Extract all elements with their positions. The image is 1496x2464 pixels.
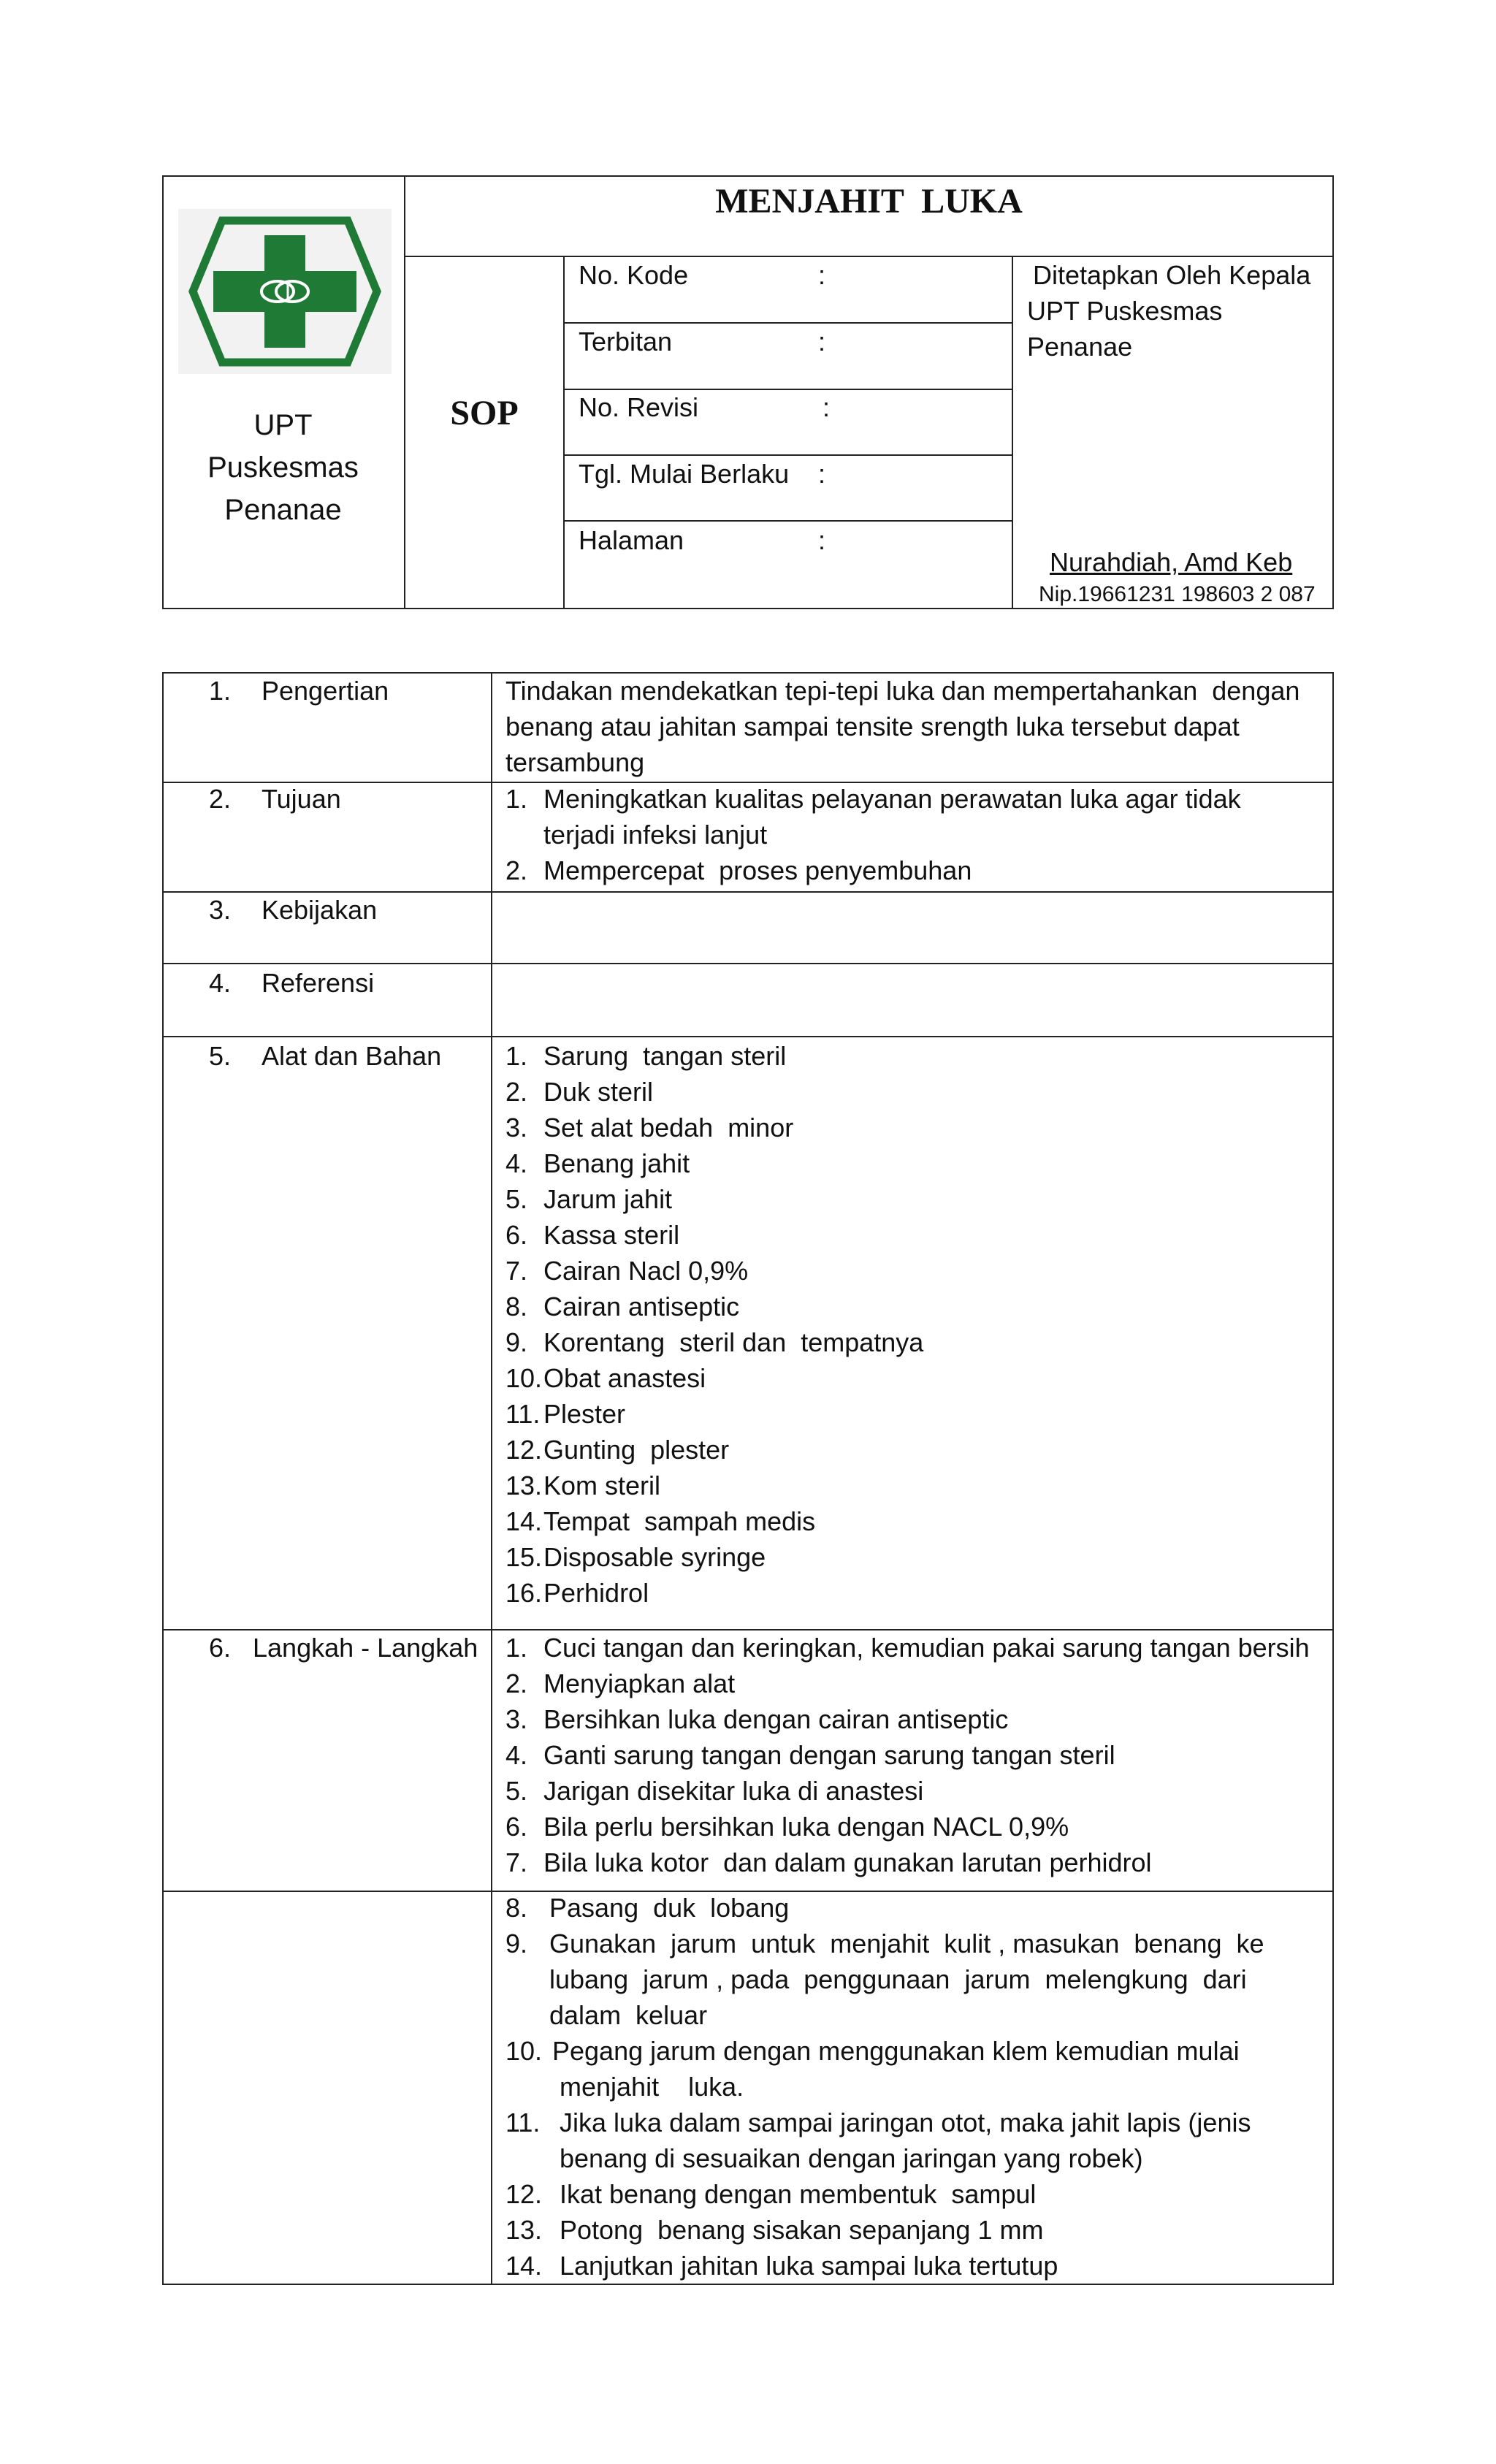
list-item: 10.Obat anastesi [505,1363,706,1393]
field-no-kode-label: No. Kode [579,260,689,290]
item-number: 2. [505,855,528,885]
list-item-cont: dalam keluar [549,2000,708,2030]
list-item: 14.Tempat sampah medis [505,1506,816,1536]
section-label: Referensi [262,968,375,998]
logo-graphic [178,209,392,374]
section-5-heading [209,1042,441,1071]
list-item: 7. Bila luka kotor dan dalam gunakan larutan perhidrol [505,1847,1152,1877]
field-no-revisi-sep: : [823,392,831,422]
list-item: 3. Set alat bedah minor [505,1113,794,1143]
list-item: 12. Ikat benang dengan membentuk sampul [505,2179,1037,2209]
list-item: 15.Disposable syringe [505,1542,766,1572]
list-item: 5. Jarigan disekitar luka di anastesi [505,1776,924,1806]
tujuan-item-cont: terjadi infeksi lanjut [543,820,768,850]
list-item: 5. Jarum jahit [505,1184,673,1214]
pengertian-line-1: Tindakan mendekatkan tepi-tepi luka dan mempertahankan dengan [505,676,1300,706]
section-label: Kebijakan [262,895,378,925]
list-item: 6. Bila perlu bersihkan luka dengan NACL 0,9% [505,1812,1069,1842]
sop-label: SOP [450,394,519,432]
section-2-heading [209,785,341,814]
list-item: 9. Korentang steril dan tempatnya [505,1327,924,1357]
field-halaman-label: Halaman [579,525,684,555]
section-6-heading [209,1633,478,1663]
list-item: 10. Pegang jarum dengan menggunakan klem kemudian mulai [505,2036,1240,2066]
list-item: 2. Menyiapkan alat [505,1668,736,1698]
approval-line2: UPT Puskesmas [1027,296,1223,326]
section-label: Pengertian [262,676,389,706]
item-text: Meningkatkan kualitas pelayanan perawatan luka agar tidak [543,784,1241,814]
page-title: MENJAHIT LUKA [715,182,1023,221]
list-item: 8. Pasang duk lobang [505,1893,790,1923]
section-label: Tujuan [262,784,341,814]
list-item: 1. Cuci tangan dan keringkan, kemudian pakai sarung tangan bersih [505,1633,1310,1663]
list-item: 4. Ganti sarung tangan dengan sarung tangan steril [505,1740,1115,1770]
section-number: 2. [209,784,232,814]
pengertian-line-3: tersambung [505,747,645,777]
pengertian-line-2: benang atau jahitan sampai tensite srength luka tersebut dapat [505,712,1240,741]
approval-line3: Penanae [1027,332,1133,362]
org-name-line3: Penanae [224,494,342,526]
list-item: 13.Kom steril [505,1471,661,1500]
list-item: 8. Cairan antiseptic [505,1292,740,1321]
approval-nip: Nip.19661231 198603 2 087 [1039,582,1316,606]
list-item: 4. Benang jahit [505,1148,690,1178]
field-no-kode-sep: : [818,260,826,290]
list-item: 1. Sarung tangan steril [505,1041,787,1071]
field-terbitan-sep: : [818,327,826,356]
field-no-revisi-label: No. Revisi [579,392,699,422]
list-item-cont: lubang jarum , pada penggunaan jarum melengkung dari [549,1964,1247,1994]
list-item: 12.Gunting plester [505,1435,730,1465]
org-name-line2: Puskesmas [207,451,359,484]
approval-signer: Nurahdiah, Amd Keb [1050,547,1293,577]
section-number: 1. [209,676,232,706]
field-halaman-sep: : [818,525,826,555]
item-number: 1. [505,784,528,814]
section-3-heading [209,896,377,925]
section-number: 4. [209,968,232,998]
field-tgl-sep: : [818,459,826,489]
org-name-line1: UPT [253,409,313,441]
list-item: 7. Cairan Nacl 0,9% [505,1256,749,1286]
tujuan-item [505,856,972,885]
list-item: 2. Duk steril [505,1077,654,1107]
section-number: 6. [209,1633,232,1663]
section-1-heading [209,676,389,706]
list-item: 6. Kassa steril [505,1220,680,1250]
section-number: 5. [209,1041,232,1071]
item-text: Mempercepat proses penyembuhan [543,855,972,885]
list-item: 3. Bersihkan luka dengan cairan antiseptic [505,1704,1009,1734]
tujuan-item [505,785,1241,814]
list-item: 11. Jika luka dalam sampai jaringan otot, maka jahit lapis (jenis [505,2108,1251,2137]
list-item: 11. Plester [505,1399,626,1429]
list-item: 14. Lanjutkan jahitan luka sampai luka tertutup [505,2251,1058,2281]
section-number: 3. [209,895,232,925]
list-item-cont: benang di sesuaikan dengan jaringan yang robek) [560,2143,1143,2173]
list-item: 16.Perhidrol [505,1578,649,1608]
section-4-heading [209,969,374,998]
list-item-cont: menjahit luka. [560,2072,744,2102]
puskesmas-logo [178,209,392,374]
section-label: Alat dan Bahan [262,1041,442,1071]
list-item: 13. Potong benang sisakan sepanjang 1 mm [505,2215,1044,2245]
field-terbitan-label: Terbitan [579,327,673,356]
approval-line1: Ditetapkan Oleh Kepala [1033,260,1311,290]
section-label: Langkah - Langkah [253,1633,478,1663]
field-tgl-label: Tgl. Mulai Berlaku [579,459,790,489]
list-item: 9. Gunakan jarum untuk menjahit kulit , masukan benang ke [505,1929,1264,1958]
